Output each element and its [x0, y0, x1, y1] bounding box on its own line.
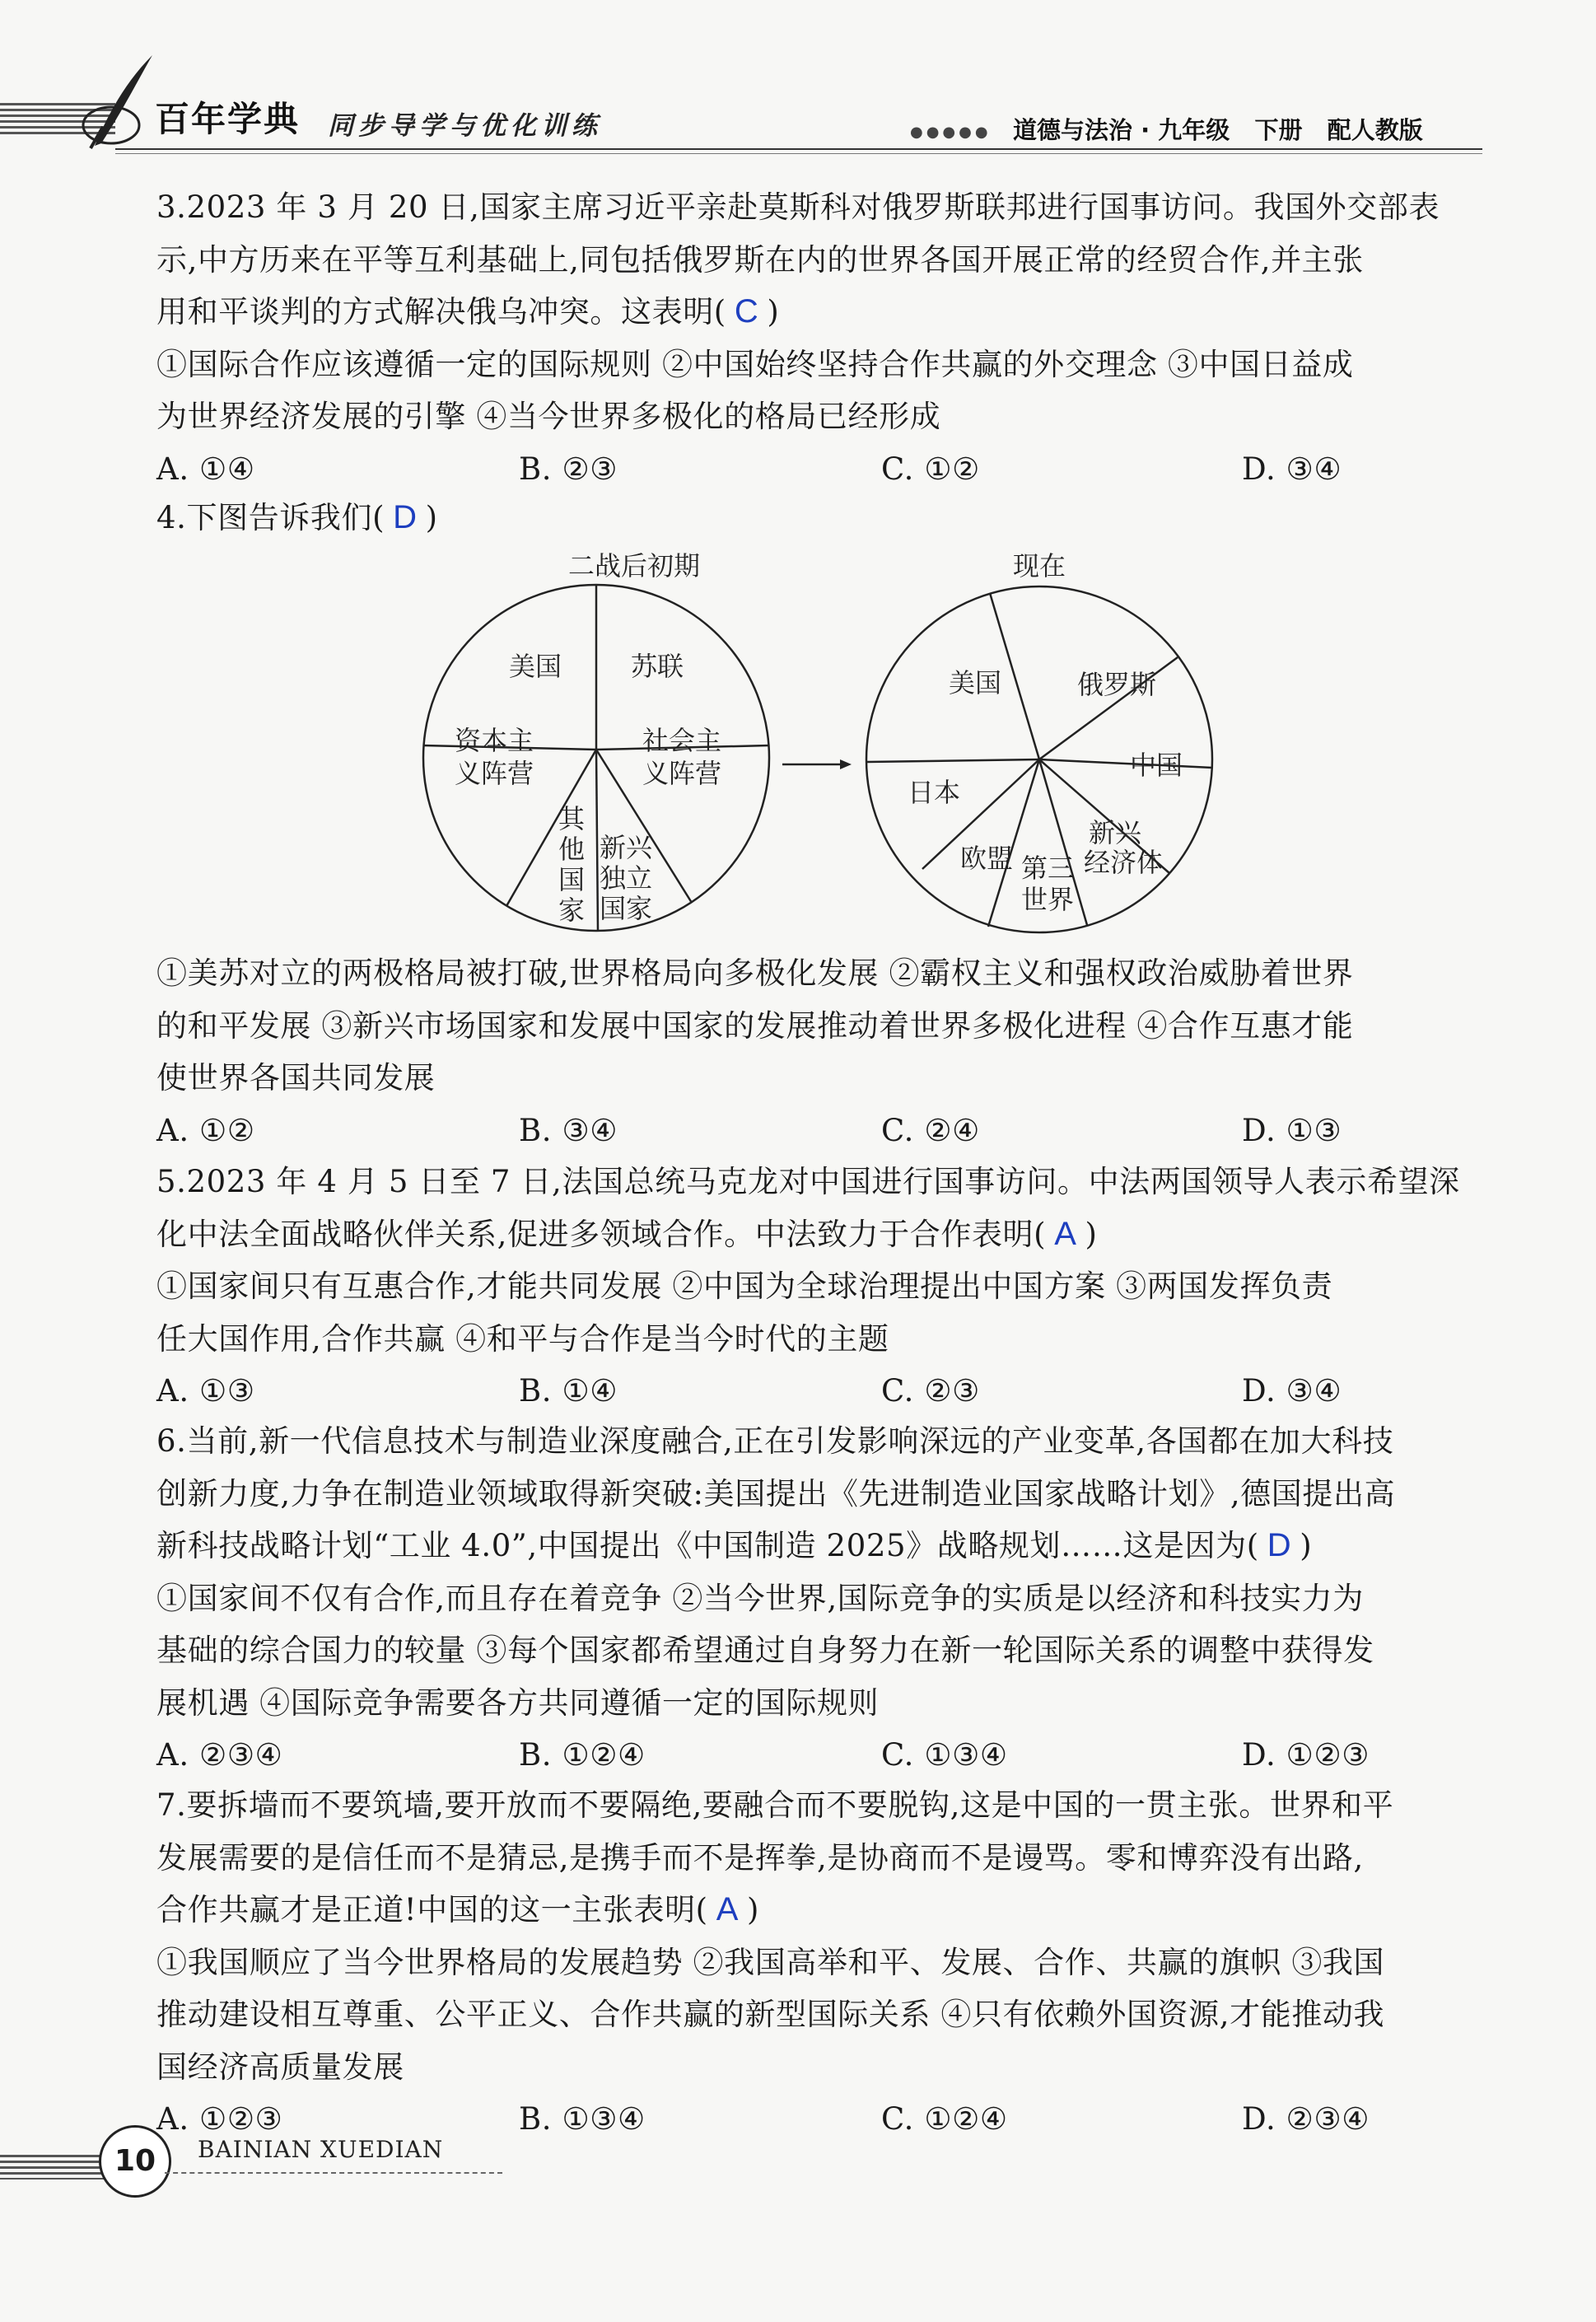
question-line: 5.2023 年 4 月 5 日至 7 日,法国总统马克龙对中国进行国事访问。中法两国领导人表示希望深	[156, 1164, 1460, 1199]
option-d: D. ②③④	[1242, 2101, 1370, 2137]
footer-stripes	[0, 2155, 107, 2180]
question-line: 示,中方历来在平等互利基础上,同包括俄罗斯在内的世界各国开展正常的经贸合作,并主张	[156, 241, 1364, 278]
statement-line: 展机遇 ④国际竞争需要各方共同遵循一定的国际规则	[156, 1684, 880, 1721]
option-b: B. ①③④	[519, 2101, 646, 2137]
statement-line: 使世界各国共同发展	[156, 1060, 436, 1096]
statement-line: 的和平发展 ③新兴市场国家和发展中国家的发展推动着世界多极化进程 ④合作互惠才能	[156, 1007, 1354, 1044]
statement-line: ①美苏对立的两极格局被打破,世界格局向多极化发展 ②霸权主义和强权政治威胁着世界	[156, 955, 1354, 991]
answer-mark: D	[1267, 1527, 1292, 1563]
statement-line: 基础的综合国力的较量 ③每个国家都希望通过自身努力在新一轮国际关系的调整中获得发	[156, 1633, 1374, 1668]
right-japan-label: 日本	[908, 777, 961, 808]
question-stem-end: 合作共赢才是正道!中国的这一主张表明( A )	[156, 1891, 760, 1927]
svg-text:独立: 独立	[600, 862, 653, 894]
question-stem-end: 化中法全面战略伙伴关系,促进多领域合作。中法致力于合作表明( A )	[156, 1215, 1098, 1252]
header-rule-thin	[115, 153, 1482, 154]
option-b: B. ①④	[519, 1373, 618, 1409]
svg-text:国家: 国家	[600, 893, 653, 924]
right-emerging-label: 新兴	[1089, 817, 1142, 848]
options	[156, 1729, 1482, 1781]
left-ussr-label: 苏联	[631, 651, 684, 682]
header-subtitle: 同步导学与优化训练	[328, 111, 602, 141]
option-c: C. ①③④	[881, 1737, 1008, 1773]
option-c: C. ②④	[881, 1112, 980, 1148]
option-b: B. ①②④	[519, 1737, 646, 1773]
question-4	[156, 492, 1482, 544]
left-usa-label: 美国	[509, 651, 562, 682]
question-stem-end: 4.下图告诉我们( D )	[156, 499, 438, 535]
answer-mark: D	[393, 499, 418, 535]
option-d: D. ③④	[1242, 1373, 1342, 1409]
left-title: 二战后初期	[568, 550, 701, 582]
option-c: C. ①②	[881, 451, 980, 487]
question-3	[156, 181, 1482, 495]
footer-dashed-rule	[165, 2172, 502, 2174]
option-c: C. ②③	[881, 1373, 980, 1409]
footer-text: BAINIAN XUEDIAN	[198, 2136, 444, 2163]
question-stem-end: 用和平谈判的方式解决俄乌冲突。这表明( C )	[156, 293, 780, 329]
svg-text:世界: 世界	[1021, 884, 1075, 915]
option-d: D. ①②③	[1242, 1737, 1370, 1773]
question-stem-end: 新科技战略计划“工业 4.0”,中国提出《中国制造 2025》战略规划……这是因为( D )	[156, 1527, 1313, 1563]
header-brand: 百年学典	[155, 99, 301, 139]
left-capitalist-label: 资本主	[455, 725, 534, 756]
question-line: 创新力度,力争在制造业领域取得新突破:美国提出《先进制造业国家战略计划》,德国提出高	[156, 1475, 1396, 1511]
world-pattern-diagram	[412, 544, 1441, 939]
svg-text:经济体: 经济体	[1084, 847, 1164, 878]
options	[156, 1365, 1482, 1417]
option-a: A. ②③④	[156, 1737, 283, 1773]
statement-line: 国经济高质量发展	[156, 2049, 404, 2085]
svg-text:国: 国	[558, 864, 586, 895]
option-d: D. ③④	[1242, 451, 1342, 487]
option-a: A. ①②③	[156, 2101, 283, 2137]
option-a: A. ①④	[156, 451, 255, 487]
statement-line: 为世界经济发展的引擎 ④当今世界多极化的格局已经形成	[156, 399, 941, 434]
statement-line: ①国家间只有互惠合作,才能共同发展 ②中国为全球治理提出中国方案 ③两国发挥负责	[156, 1268, 1333, 1304]
right-eu-label: 欧盟	[960, 843, 1014, 874]
statement-line: ①国家间不仅有合作,而且存在着竞争 ②当今世界,国际竞争的实质是以经济和科技实力为	[156, 1580, 1364, 1616]
header-subject: 道德与法治 · 九年级 下册 配人教版	[1013, 116, 1423, 144]
svg-text:义阵营: 义阵营	[642, 758, 722, 789]
statement-line: ①国际合作应该遵循一定的国际规则 ②中国始终坚持合作共赢的外交理念 ③中国日益成	[156, 346, 1354, 382]
option-d: D. ①③	[1242, 1112, 1342, 1148]
option-c: C. ①②④	[881, 2101, 1008, 2137]
options	[156, 1105, 1482, 1156]
svg-text:他: 他	[558, 834, 586, 865]
question-4-statements	[156, 947, 1482, 1156]
right-china-label: 中国	[1130, 750, 1183, 781]
right-usa-label: 美国	[949, 667, 1002, 698]
answer-mark: A	[1054, 1215, 1077, 1252]
right-title: 现在	[1013, 550, 1066, 582]
right-russia-label: 俄罗斯	[1077, 669, 1157, 700]
header-dots: ●●●●●	[910, 124, 992, 141]
svg-text:义阵营: 义阵营	[455, 758, 534, 789]
header-rule	[115, 148, 1482, 150]
question-6	[156, 1415, 1482, 1781]
question-line: 发展需要的是信任而不是猜忌,是携手而不是挥拳,是协商而不是谩骂。零和博弈没有出路,	[156, 1839, 1364, 1876]
quill-logo-icon	[78, 51, 161, 150]
statement-line: ①我国顺应了当今世界格局的发展趋势 ②我国高举和平、发展、合作、共赢的旗帜 ③我国	[156, 1944, 1385, 1980]
left-emerging-label: 新兴	[600, 832, 653, 863]
left-socialist-label: 社会主	[642, 725, 722, 756]
option-a: A. ①③	[156, 1373, 255, 1409]
option-b: B. ③④	[519, 1112, 618, 1148]
left-other-label: 其	[558, 803, 586, 834]
question-line: 6.当前,新一代信息技术与制造业深度融合,正在引发影响深远的产业变革,各国都在加大科技	[156, 1423, 1394, 1459]
svg-text:家: 家	[558, 895, 586, 926]
option-a: A. ①②	[156, 1112, 255, 1148]
options	[156, 443, 1482, 495]
right-third-world-label: 第三	[1021, 853, 1075, 884]
question-line: 3.2023 年 3 月 20 日,国家主席习近平亲赴莫斯科对俄罗斯联邦进行国事访问。我国外交部表	[156, 189, 1440, 225]
statement-line: 推动建设相互尊重、公平正义、合作共赢的新型国际关系 ④只有依赖外国资源,才能推动我	[156, 1997, 1385, 2032]
statement-line: 任大国作用,合作共赢 ④和平与合作是当今时代的主题	[156, 1320, 889, 1357]
question-line: 7.要拆墙而不要筑墙,要开放而不要隔绝,要融合而不要脱钩,这是中国的一贯主张。世界和平	[156, 1787, 1394, 1823]
answer-mark: C	[734, 293, 759, 329]
question-7	[156, 1779, 1482, 2145]
option-b: B. ②③	[519, 451, 618, 487]
answer-mark: A	[716, 1891, 739, 1927]
question-5	[156, 1156, 1482, 1417]
page-number: 10	[99, 2125, 171, 2198]
